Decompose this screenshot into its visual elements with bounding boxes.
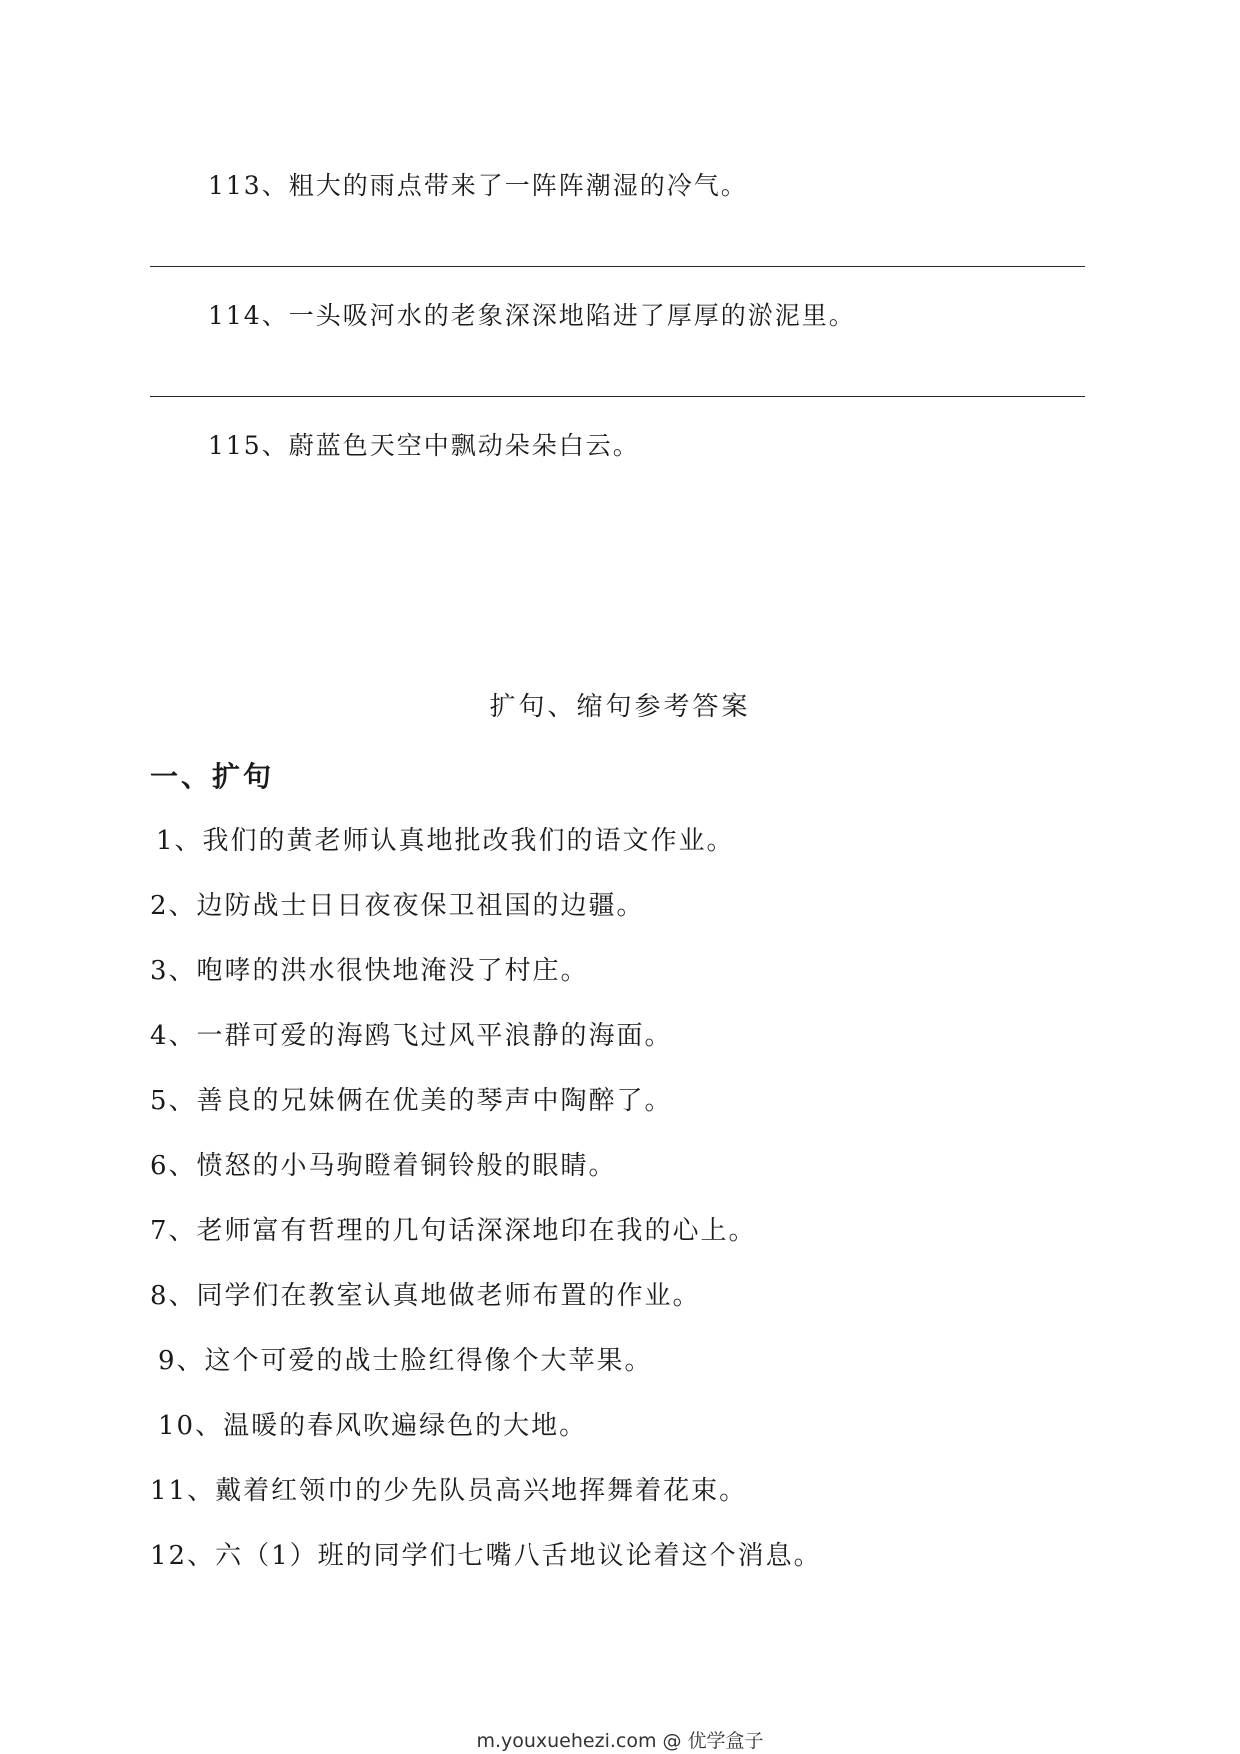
answer-item: 8、同学们在教室认真地做老师布置的作业。 — [150, 1281, 701, 1311]
question-114: 114、一头吸河水的老象深深地陷进了厚厚的淤泥里。 — [208, 301, 856, 330]
answer-line-114 — [150, 396, 1085, 397]
footer-watermark: m.youxuehezi.com @ 优学盒子 — [476, 1730, 764, 1752]
answer-item: 6、愤怒的小马驹瞪着铜铃般的眼睛。 — [150, 1151, 617, 1181]
answer-item: 2、边防战士日日夜夜保卫祖国的边疆。 — [150, 891, 645, 921]
answer-item: 3、咆哮的洪水很快地淹没了村庄。 — [150, 956, 589, 986]
answer-item: 5、善良的兄妹俩在优美的琴声中陶醉了。 — [150, 1086, 673, 1116]
answer-item: 7、老师富有哲理的几句话深深地印在我的心上。 — [150, 1216, 757, 1246]
answer-item: 1、我们的黄老师认真地批改我们的语文作业。 — [156, 826, 735, 856]
section-heading: 一、扩句 — [150, 760, 275, 793]
answer-line-113 — [150, 266, 1085, 267]
answer-item: 12、六（1）班的同学们七嘴八舌地议论着这个消息。 — [150, 1541, 822, 1571]
answer-item: 11、戴着红领巾的少先队员高兴地挥舞着花束。 — [150, 1476, 748, 1506]
answer-item: 9、这个可爱的战士脸红得像个大苹果。 — [158, 1346, 653, 1376]
answer-item: 4、一群可爱的海鸥飞过风平浪静的海面。 — [150, 1021, 673, 1051]
answer-item: 10、温暖的春风吹遍绿色的大地。 — [158, 1411, 588, 1441]
question-113: 113、粗大的雨点带来了一阵阵潮湿的冷气。 — [208, 171, 748, 200]
answers-title: 扩句、缩句参考答案 — [489, 692, 751, 722]
question-115: 115、蔚蓝色天空中飘动朵朵白云。 — [208, 431, 640, 460]
